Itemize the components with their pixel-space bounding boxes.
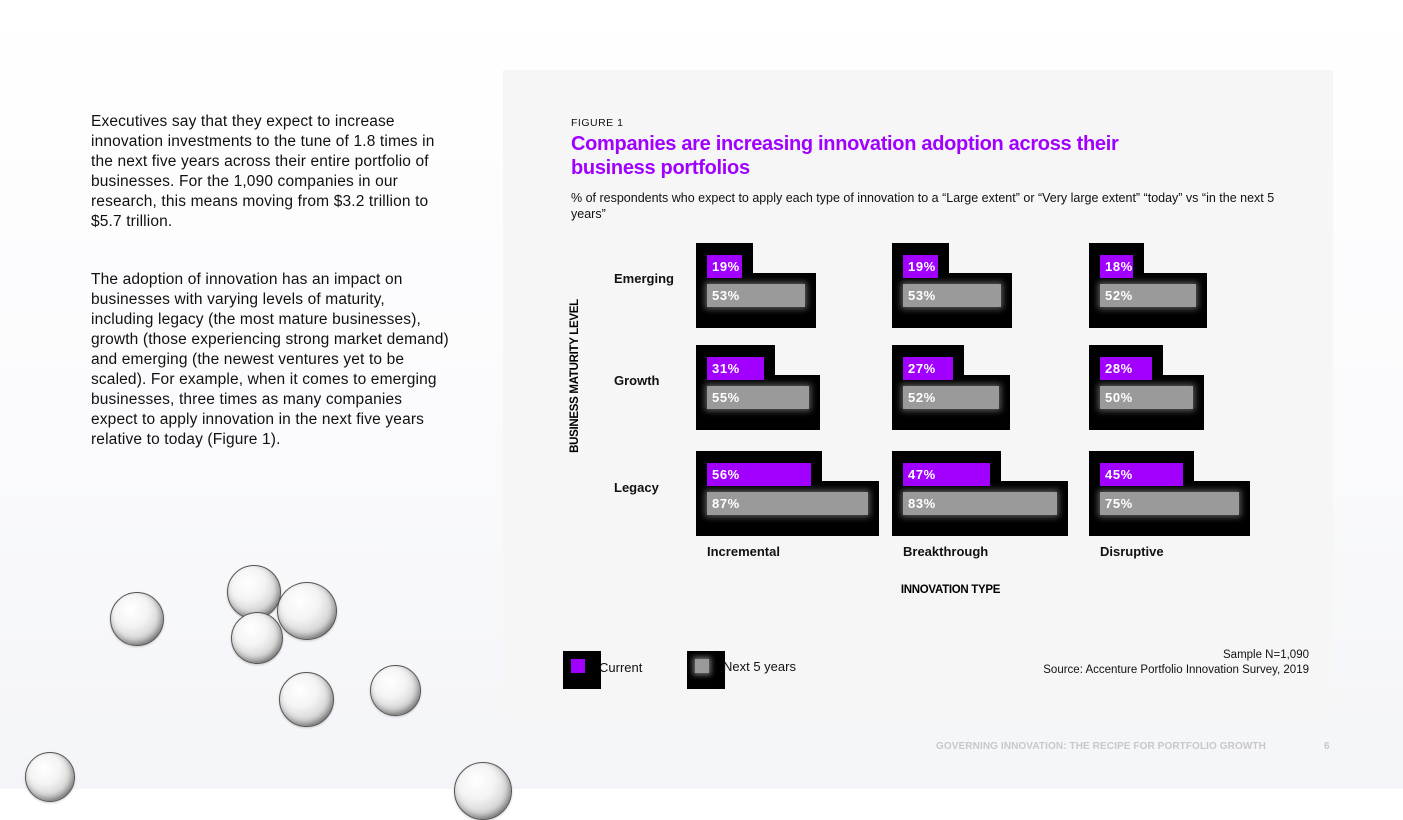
droplet xyxy=(454,762,512,820)
figure-label: FIGURE 1 xyxy=(571,117,624,129)
droplet xyxy=(231,612,283,664)
column-label-breakthrough: Breakthrough xyxy=(903,544,989,559)
bar-label-current: 19% xyxy=(712,259,740,274)
row-label-legacy: Legacy xyxy=(614,480,659,495)
figure-subtitle: % of respondents who expect to apply each type of innovation to a “Large extent” or “Very large extent” “today” vs “in the next 5 years” xyxy=(571,191,1275,221)
bar-label-next-5-years: 87% xyxy=(712,496,740,511)
page-number: 6 xyxy=(1324,741,1330,752)
bar-label-current: 56% xyxy=(712,467,740,482)
source-note xyxy=(1043,648,1309,678)
bar-label-next-5-years: 75% xyxy=(1105,496,1133,511)
droplet xyxy=(110,592,164,646)
row-label-growth: Growth xyxy=(614,373,660,388)
water-droplets-image xyxy=(0,540,520,789)
figure-panel xyxy=(503,70,1333,718)
y-axis-label: BUSINESS MATURITY LEVEL xyxy=(569,299,581,453)
bar-label-next-5-years: 52% xyxy=(1105,288,1133,303)
source-text: Source: Accenture Portfolio Innovation Survey, 2019 xyxy=(1043,664,1309,676)
bar-label-current: 31% xyxy=(712,361,740,376)
sample-size: Sample N=1,090 xyxy=(1223,649,1309,661)
x-axis-label: INNOVATION TYPE xyxy=(900,584,1001,596)
bar-label-next-5-years: 83% xyxy=(908,496,936,511)
droplet xyxy=(277,582,337,640)
legend-next-box xyxy=(687,651,725,689)
legend-current-swatch xyxy=(571,659,585,673)
bar-label-next-5-years: 53% xyxy=(908,288,936,303)
bar-chart xyxy=(503,70,1333,718)
body-text xyxy=(91,112,451,450)
droplet xyxy=(370,665,421,716)
figure-title: Companies are increasing innovation adoption across their business portfolios xyxy=(571,133,1119,179)
legend-current-box xyxy=(563,651,601,689)
bar-label-current: 19% xyxy=(908,259,936,274)
legend-next-swatch xyxy=(695,659,709,673)
bar-label-next-5-years: 50% xyxy=(1105,390,1133,405)
droplet xyxy=(25,752,75,802)
bar-label-next-5-years: 55% xyxy=(712,390,740,405)
legend-current-label: Current xyxy=(599,660,643,675)
row-label-emerging: Emerging xyxy=(614,271,674,286)
bar-label-current: 18% xyxy=(1105,259,1133,274)
bar-label-current: 27% xyxy=(908,361,936,376)
column-label-incremental: Incremental xyxy=(707,544,780,559)
column-label-disruptive: Disruptive xyxy=(1100,544,1164,559)
bar-label-current: 45% xyxy=(1105,467,1133,482)
footer-title: GOVERNING INNOVATION: THE RECIPE FOR PORTFOLIO GROWTH xyxy=(936,741,1266,752)
bar-label-next-5-years: 52% xyxy=(908,390,936,405)
bar-label-current: 28% xyxy=(1105,361,1133,376)
body-paragraph-2: The adoption of innovation has an impact on businesses with varying levels of maturity, including legacy (the most mature businesses), growth (those experiencing strong market demand) and emerging (the newest ventures yet to be scaled). For example, when it comes to emerging businesses, three times as many companies expect to apply innovation in the next five years relative to today (Figure 1). xyxy=(91,271,449,448)
droplet xyxy=(227,565,281,619)
droplet xyxy=(279,672,334,727)
bar-label-current: 47% xyxy=(908,467,936,482)
legend-next-label: Next 5 years xyxy=(723,659,796,674)
body-paragraph-1: Executives say that they expect to increase innovation investments to the tune of 1.8 times in the next five years across their entire portfolio of businesses. For the 1,090 companies in our research, this means moving from $3.2 trillion to $5.7 trillion. xyxy=(91,113,435,230)
bar-label-next-5-years: 53% xyxy=(712,288,740,303)
